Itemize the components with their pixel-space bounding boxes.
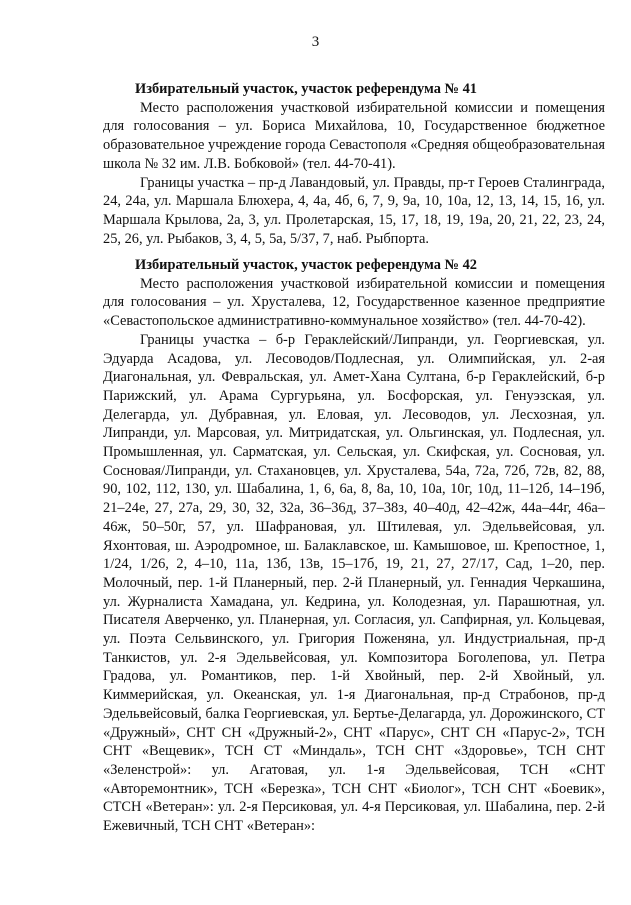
location-paragraph: Место расположения участковой избирательной комиссии и помещения для голосования – ул. Бориса Михайлова, 10, Государственное бюджетное образовательное учреждение города Севастополя «Средняя общеобразовательная школа № 32 им. Л.В. Бобковой» (тел. 44-70-41). [103, 99, 605, 172]
location-paragraph: Место расположения участковой избирательной комиссии и помещения для голосования – ул. Хрусталева, 12, Государственное казенное предприятие «Севастопольское административно-коммунальное хозяйство» (тел. 44-70-42). [103, 275, 605, 330]
boundaries-paragraph: Границы участка – б-р Гераклейский/Липранди, ул. Георгиевская, ул. Эдуарда Асадова, ул. Лесоводов/Подлесная, ул. Олимпийская, ул. 2-ая Диагональная, ул. Февральская, ул. Амет-Хана Султана, б-р Гераклейский, б-р Парижский, ул. Арама Сургурьяна, ул. Босфорская, ул. Генуэзская, ул. Делегарда, ул. Дубравная, ул. Еловая, ул. Лесоводов, ул. Лесхозная, ул. Липранди, ул. Марсовая, ул. Митридатская, ул. Ольгинская, ул. Подлесная, ул. Промышленная, ул. Сарматская, ул. Сельская, ул. Скифская, ул. Сосновая, ул. Сосновая/Липранди, ул. Стахановцев, ул. Хрусталева, 54а, 72а, 72б, 72в, 82, 88, 90, 102, 112, 130, ул. Шабалина, 1, 6, 6а, 8, 8а, 10, 10а, 10г, 10д, 11–12б, 14–19б, 21–24е, 27, 27а, 29, 30, 32, 32а, 36–36д, 37–38з, 40–40д, 42–42ж, 44а–44г, 46а–46ж, 50–50г, 57, ул. Шафрановая, ул. Штилевая, ул. Эдельвейсовая, ул. Яхонтовая, ш. Аэродромное, ш. Балаклавское, ш. Камышовое, ш. Крепостное, 1, 1/24, 1/26, 2, 4–10, 11а, 13б, 13в, 15–17б, 19, 21, 27, 27/17, Сад, 1–20, пер. Молочный, пер. 1-й Планерный, пер. 2-й Планерный, ул. Геннадия Черкашина, ул. Журналиста Хамадана, ул. Кедрина, ул. Колодезная, ул. Парашютная, ул. Писателя Аверченко, ул. Планерная, ул. Согласия, ул. Сапфирная, ул. Кольцевая, ул. Поэта Сельвинского, ул. Григория Поженяна, ул. Индустриальная, пр-д Танкистов, ул. 2-я Эдельвейсовая, ул. Композитора Боголепова, ул. Петра Градова, ул. Романтиков, пер. 1-й Хвойный, пер. 2-й Хвойный, ул. Киммерийская, ул. Океанская, ул. 1-я Диагональная, пр-д Страбонов, пр-д Эдельвейсовый, балка Георгиевская, ул. Бертье-Делагарда, ул. Дорожинского, СТ «Дружный», СНТ СН «Дружный-2», СНТ «Парус», СНТ СН «Парус-2», ТСН СНТ «Вещевик», ТСН СТ «Миндаль», ТСН СНТ «Здоровье», ТСН СНТ «Зеленстрой»: ул. Агатовая, ул. 1-я Эдельвейсовая, ТСН «СНТ «Авторемонтник», ТСН «Березка», ТСН СНТ «Биолог», ТСН СНТ «Боевик», СТСН «Ветеран»: ул. 2-я Персиковая, ул. 4-я Персиковая, ул. Шабалина, пер. 2-й Ежевичный, ТСН СНТ «Ветеран»: [103, 331, 605, 835]
polling-station-41-section [103, 80, 605, 248]
section-heading: Избирательный участок, участок референдума № 41 [135, 81, 477, 97]
page-number: 3 [311, 34, 320, 50]
boundaries-paragraph: Границы участка – пр-д Лавандовый, ул. Правды, пр-т Героев Сталинграда, 24, 24а, ул. Маршала Блюхера, 4, 4а, 4б, 6, 7, 9, 9а, 10, 10а, 12, 13, 14, 15, 16, ул. Маршала Крылова, 2а, 3, ул. Пролетарская, 15, 17, 18, 19, 19а, 20, 21, 22, 23, 24, 25, 26, ул. Рыбаков, 3, 4, 5, 5а, 5/37, 7, наб. Рыбпорта. [103, 174, 605, 247]
section-heading: Избирательный участок, участок референдума № 42 [135, 257, 477, 273]
polling-station-42-section [103, 256, 605, 836]
